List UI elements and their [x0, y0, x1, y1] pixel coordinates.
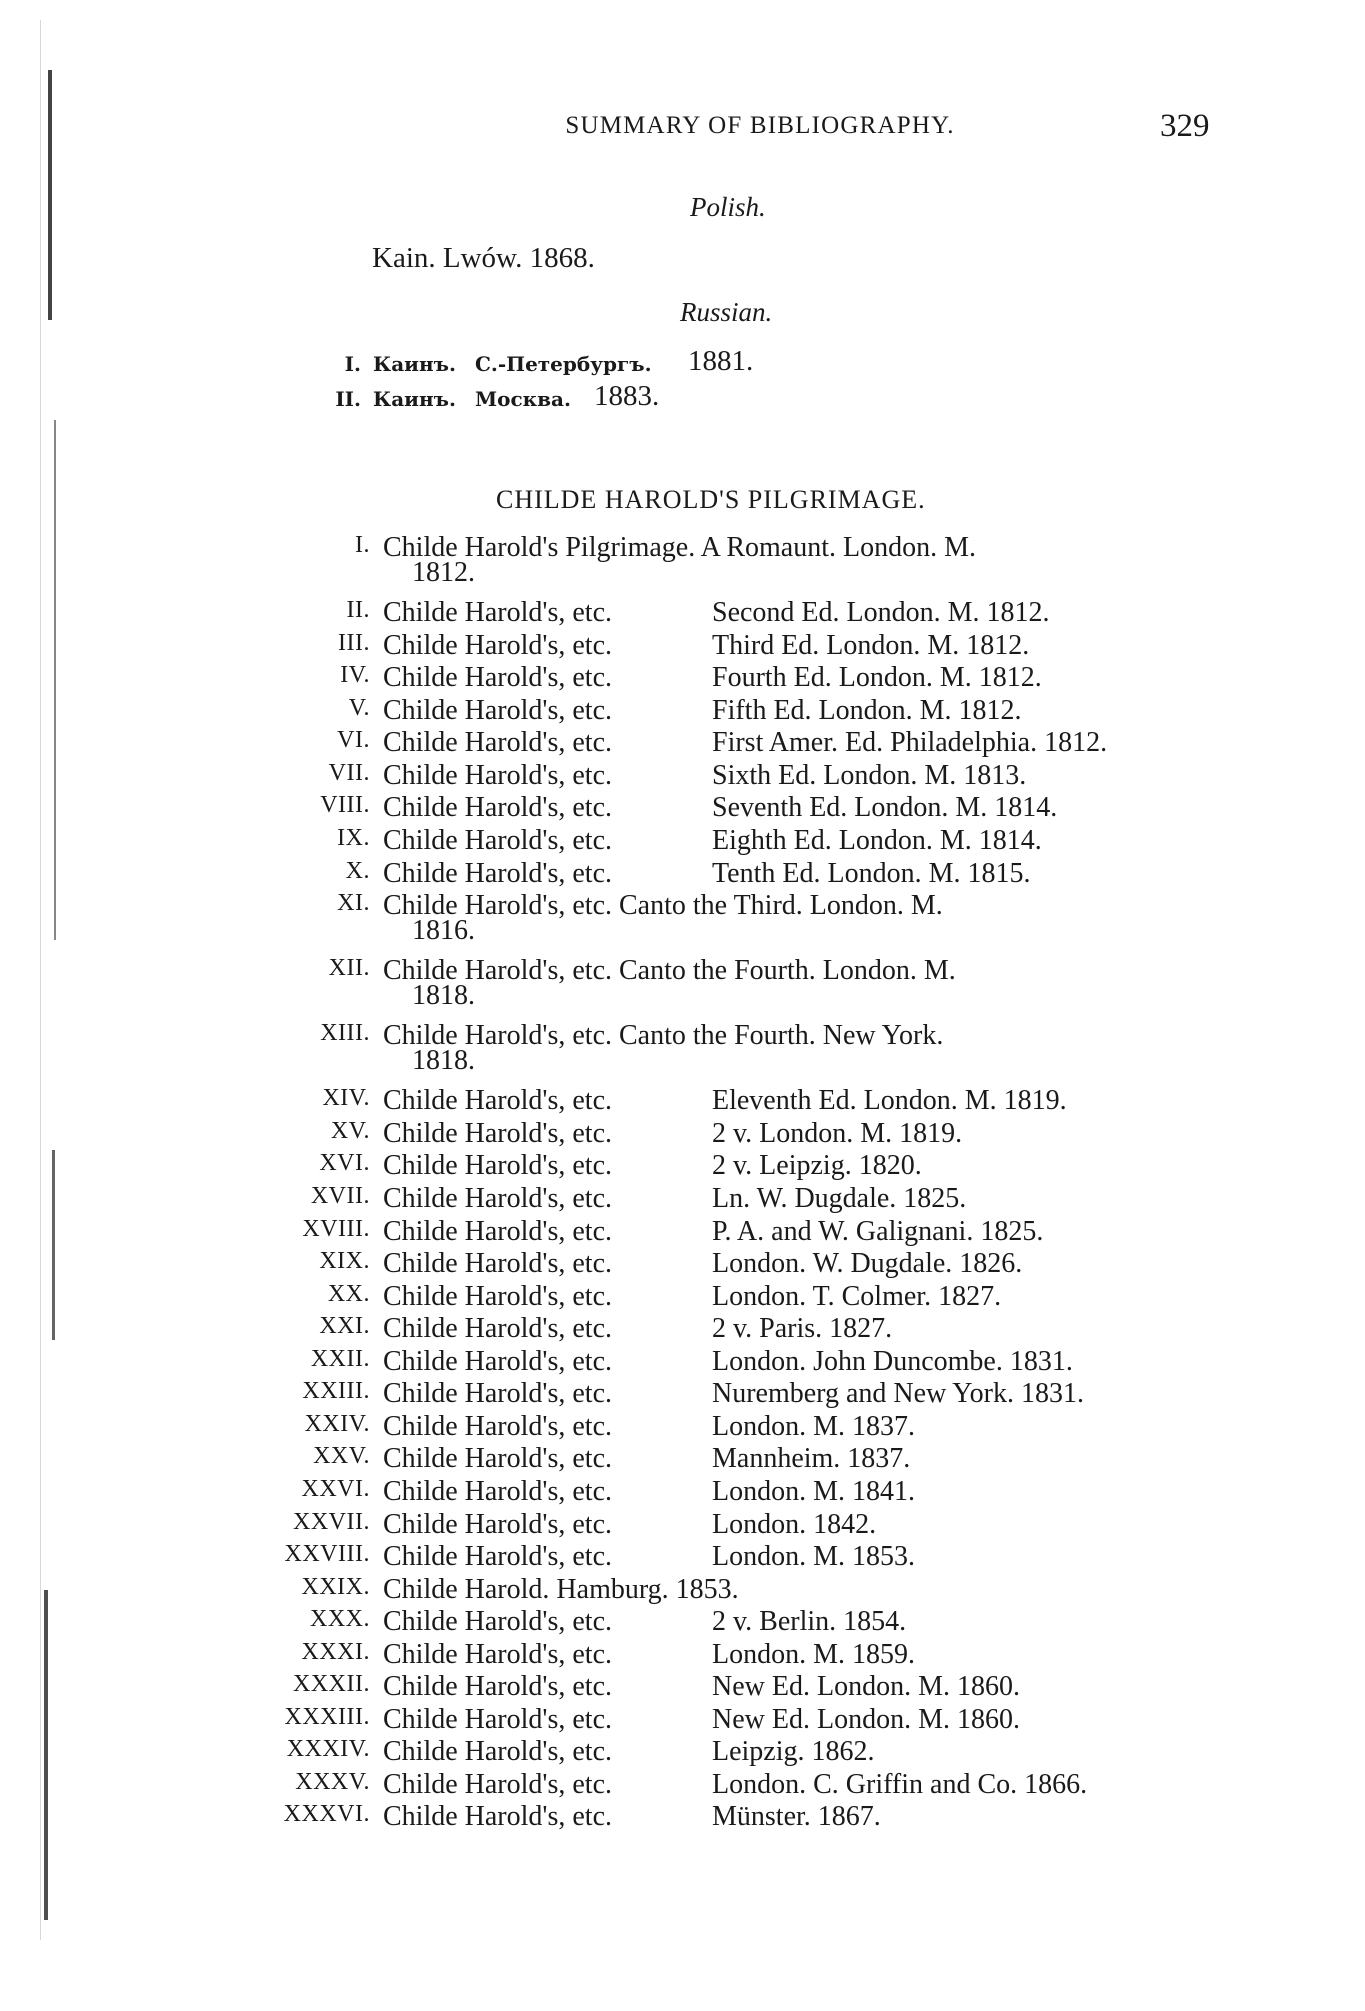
- entry-number: XXVII.: [293, 1508, 370, 1535]
- entry-number: XII.: [328, 955, 370, 982]
- entry-continuation: [0, 1045, 1365, 1079]
- entry-title: Childe Harold's, etc.: [383, 1606, 612, 1638]
- entry-title: Childe Harold's, etc.: [383, 629, 612, 661]
- entry-edition: First Amer. Ed. Philadelphia. 1812.: [712, 727, 1108, 759]
- bibliography-entry: [0, 1704, 1365, 1738]
- bibliography-entry: [0, 792, 1365, 826]
- entry-number: XXXII.: [293, 1671, 370, 1698]
- entry-edition: Fourth Ed. London. M. 1812.: [712, 662, 1042, 694]
- entry-number: XXXIV.: [286, 1736, 370, 1763]
- entry-edition: London. John Duncombe. 1831.: [712, 1345, 1073, 1377]
- entry-edition: London. M. 1837.: [712, 1410, 915, 1442]
- entry-number: VI.: [337, 727, 370, 754]
- running-head: SUMMARY OF BIBLIOGRAPHY.: [565, 112, 955, 139]
- entry-number: XXVI.: [301, 1475, 370, 1502]
- bibliography-entry: [0, 760, 1365, 794]
- entry-year: 1883.: [594, 380, 660, 412]
- entry-number: XI.: [337, 890, 370, 917]
- entry-number: VII.: [328, 759, 370, 786]
- entry-edition: P. A. and W. Galignani. 1825.: [712, 1215, 1044, 1247]
- bibliography-entry: [0, 1216, 1365, 1250]
- entry-number: XXXI.: [301, 1638, 370, 1665]
- entry-title: Childe Harold's, etc.: [383, 1801, 612, 1833]
- entry-title: Childe Harold's, etc.: [383, 792, 612, 824]
- entry-continuation: [0, 980, 1365, 1014]
- bibliography-entry: [0, 1736, 1365, 1770]
- entry-title: Childe Harold's, etc.: [383, 727, 612, 759]
- entry-title: Childe Harold's, etc.: [383, 1638, 612, 1670]
- bibliography-entry: [0, 1671, 1365, 1705]
- entry-number: XXV.: [313, 1443, 370, 1470]
- entry-number: XXIII.: [302, 1378, 370, 1405]
- entry-number: XXVIII.: [284, 1541, 370, 1568]
- entry-number: XV.: [330, 1117, 370, 1144]
- entry-year: 1812.: [412, 556, 475, 588]
- bibliography-entry: [0, 662, 1365, 696]
- bibliography-entry: [0, 597, 1365, 631]
- entry-title: Childe Harold's, etc.: [383, 1475, 612, 1507]
- bibliography-entry: [0, 1378, 1365, 1412]
- entry-title: Childe Harold's, etc.: [383, 1280, 612, 1312]
- entry-text: Childe Harold's, etc. Canto the Third. London. M.: [383, 890, 943, 922]
- entry-title: Каинъ.: [373, 387, 456, 411]
- entry-title: Каинъ.: [373, 352, 456, 376]
- entry-edition: Seventh Ed. London. M. 1814.: [712, 792, 1058, 824]
- entry-title: Childe Harold's, etc.: [383, 597, 612, 629]
- entry-edition: Ln. W. Dugdale. 1825.: [712, 1183, 967, 1214]
- entry-number: XIX.: [319, 1248, 370, 1275]
- entry-continuation: [0, 557, 1365, 591]
- entry-title: Childe Harold's, etc.: [383, 1703, 612, 1735]
- entry-title: Childe Harold's, etc.: [383, 1150, 612, 1182]
- bibliography-entry: [0, 1476, 1365, 1510]
- bibliography-entry: [0, 630, 1365, 664]
- entry-title: Childe Harold's, etc.: [383, 759, 612, 791]
- entry-title: Childe Harold's, etc.: [383, 1768, 612, 1800]
- russian-section-label: Russian.: [680, 297, 773, 327]
- entry-edition: Second Ed. London. M. 1812.: [712, 597, 1050, 629]
- entry-number: IX.: [337, 824, 370, 851]
- bibliography-entry: [0, 1541, 1365, 1575]
- entry-number: XVI.: [319, 1150, 370, 1177]
- entry-title: Childe Harold's, etc.: [383, 1410, 612, 1442]
- bibliography-entry: [0, 1639, 1365, 1673]
- entry-title: Childe Harold's, etc.: [383, 1443, 612, 1475]
- bibliography-entry: [0, 858, 1365, 892]
- entry-title: Childe Harold's, etc.: [383, 662, 612, 694]
- entry-edition: London. M. 1853.: [712, 1541, 915, 1573]
- entry-edition: London. 1842.: [712, 1508, 877, 1540]
- entry-number: XVII.: [310, 1183, 370, 1209]
- entry-number: XXXVI.: [283, 1801, 370, 1828]
- entry-number: XXII.: [310, 1345, 370, 1372]
- scan-edge-mark: [48, 70, 52, 320]
- entry-edition: Mannheim. 1837.: [712, 1443, 911, 1475]
- entry-number: XIII.: [320, 1020, 370, 1047]
- bibliography-entry: [0, 1346, 1365, 1380]
- bibliography-entry: [0, 1509, 1365, 1543]
- entry-number: III.: [338, 629, 370, 656]
- entry-title: Childe Harold's, etc.: [383, 1508, 612, 1540]
- entry-number: XXX.: [310, 1606, 370, 1633]
- bibliography-entry: [0, 1248, 1365, 1282]
- bibliography-entry: [0, 1411, 1365, 1445]
- entry-number: II.: [335, 387, 361, 411]
- entry-number: XXIV.: [304, 1410, 370, 1437]
- entry-number: XIV.: [322, 1085, 370, 1112]
- entry-number: V.: [348, 694, 370, 721]
- entry-number: VIII.: [320, 792, 370, 819]
- entry-year: 1818.: [412, 1044, 475, 1076]
- entry-title: Childe Harold's, etc.: [383, 1248, 612, 1280]
- entry-edition: Fifth Ed. London. M. 1812.: [712, 694, 1022, 726]
- entry-title: Childe Harold's, etc.: [383, 1313, 612, 1345]
- entry-city: Москва.: [475, 387, 571, 411]
- entry-year: 1881.: [688, 345, 754, 377]
- entry-title: Childe Harold's, etc.: [383, 1541, 612, 1573]
- entry-title: Childe Harold's, etc.: [383, 1117, 612, 1149]
- entry-number: XXI.: [319, 1313, 370, 1340]
- entry-edition: Eighth Ed. London. M. 1814.: [712, 824, 1042, 856]
- entry-title: Childe Harold's, etc.: [383, 1378, 612, 1410]
- entry-title: Childe Harold's, etc.: [383, 694, 612, 726]
- entry-number: II.: [346, 597, 370, 624]
- entry-title: Childe Harold's, etc.: [383, 824, 612, 856]
- entry-number: XVIII.: [302, 1215, 370, 1242]
- entry-edition: London. T. Colmer. 1827.: [712, 1280, 1002, 1312]
- entry-number: I.: [355, 532, 370, 558]
- entry-edition: 2 v. London. M. 1819.: [712, 1117, 963, 1149]
- entry-title: Childe Harold's, etc.: [383, 1215, 612, 1247]
- entry-number: IV.: [340, 662, 370, 689]
- entry-title: Childe Harold's, etc.: [383, 1085, 612, 1117]
- page-number: 329: [1160, 108, 1210, 144]
- entry-edition: Leipzig. 1862.: [712, 1736, 875, 1768]
- entry-title: Childe Harold's, etc.: [383, 1736, 612, 1768]
- polish-entry: Kain. Lwów. 1868.: [372, 242, 595, 274]
- bibliography-entry: [0, 1313, 1365, 1347]
- bibliography-entry: [0, 1443, 1365, 1477]
- entry-edition: London. W. Dugdale. 1826.: [712, 1248, 1023, 1280]
- bibliography-entry: [0, 1769, 1365, 1803]
- entry-edition: 2 v. Leipzig. 1820.: [712, 1150, 922, 1182]
- entry-title: Childe Harold's, etc.: [383, 1183, 612, 1214]
- bibliography-entry: [0, 825, 1365, 859]
- entry-title: Childe Harold's, etc.: [383, 857, 612, 889]
- entry-city: С.-Петербургъ.: [475, 352, 652, 376]
- entry-number: I.: [344, 352, 361, 376]
- entry-edition: London. M. 1859.: [712, 1638, 915, 1670]
- entry-text: Childe Harold's, etc. Canto the Fourth. London. M.: [383, 955, 956, 987]
- entry-year: 1818.: [412, 979, 475, 1011]
- entry-edition: Tenth Ed. London. M. 1815.: [712, 857, 1031, 889]
- entry-edition: New Ed. London. M. 1860.: [712, 1671, 1020, 1703]
- entry-edition: Eleventh Ed. London. M. 1819.: [712, 1085, 1067, 1117]
- bibliography-entry: [0, 1150, 1365, 1184]
- entry-text: Childe Harold. Hamburg. 1853.: [383, 1573, 739, 1605]
- bibliography-entry: [0, 1183, 1365, 1217]
- bibliography-entry: [0, 695, 1365, 729]
- entry-title: Childe Harold's, etc.: [383, 1345, 612, 1377]
- bibliography-entry: [0, 727, 1365, 761]
- entry-edition: Nuremberg and New York. 1831.: [712, 1378, 1084, 1410]
- polish-section-label: Polish.: [690, 192, 766, 222]
- bibliography-entry: [0, 1606, 1365, 1640]
- entry-edition: 2 v. Berlin. 1854.: [712, 1606, 907, 1638]
- entry-edition: 2 v. Paris. 1827.: [712, 1313, 893, 1345]
- entry-number: XXXIII.: [284, 1703, 370, 1730]
- entry-title: Childe Harold's, etc.: [383, 1671, 612, 1703]
- bibliography-entry: [0, 1281, 1365, 1315]
- entry-text: Childe Harold's Pilgrimage. A Romaunt. London. M.: [383, 532, 977, 563]
- entry-edition: London. M. 1841.: [712, 1475, 915, 1507]
- bibliography-entry: [0, 1801, 1365, 1835]
- entry-edition: Sixth Ed. London. M. 1813.: [712, 759, 1027, 791]
- entry-year: 1816.: [412, 914, 475, 946]
- entry-edition: London. C. Griffin and Co. 1866.: [712, 1768, 1088, 1800]
- bibliography-entry: [0, 1118, 1365, 1152]
- entry-number: XXIX.: [301, 1573, 370, 1600]
- section-title: CHILDE HAROLD'S PILGRIMAGE.: [496, 485, 926, 514]
- entry-number: XX.: [327, 1280, 370, 1307]
- bibliography-entry: [0, 1085, 1365, 1119]
- entry-continuation: [0, 915, 1365, 949]
- entry-edition: New Ed. London. M. 1860.: [712, 1703, 1020, 1735]
- entry-number: X.: [345, 857, 370, 884]
- entry-edition: Third Ed. London. M. 1812.: [712, 629, 1030, 661]
- bibliography-entry: [0, 1574, 1365, 1608]
- entry-text: Childe Harold's, etc. Canto the Fourth. New York.: [383, 1020, 944, 1052]
- entry-edition: Münster. 1867.: [712, 1801, 881, 1833]
- entry-number: XXXV.: [295, 1768, 370, 1795]
